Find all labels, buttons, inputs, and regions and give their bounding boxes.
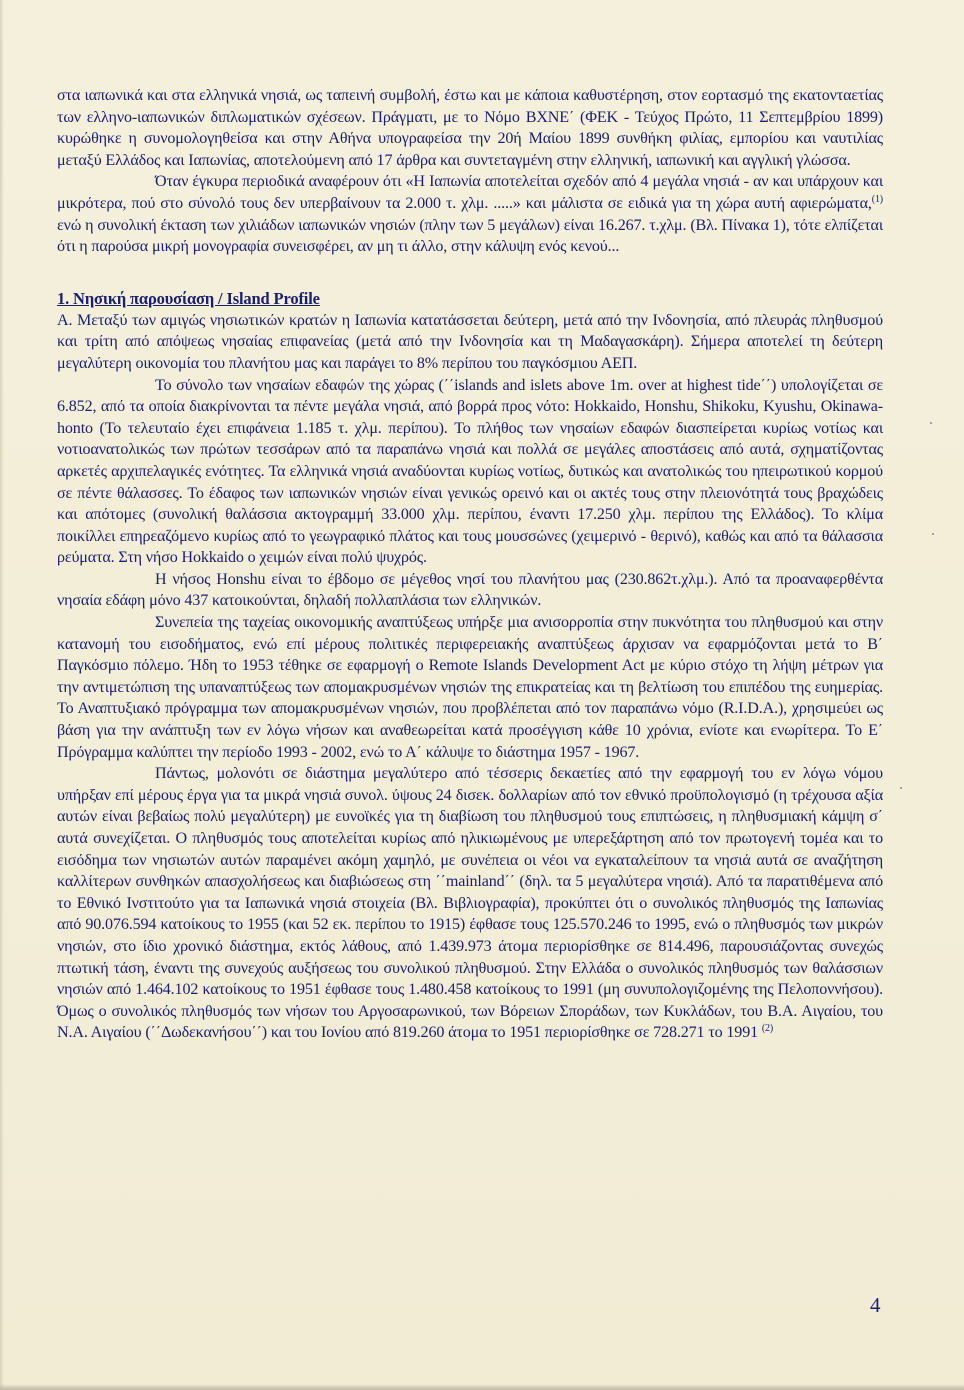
paragraph-island-ranking: Α. Μεταξύ των αμιγώς νησιωτικών κρατών η Ιαπωνία κατατάσσεται δεύτερη, μετά από την Ινδονησία, από πλευράς πληθυσμού και τρίτη από απόψεως νησαίας επιφανείας (μετά από την Ινδονησία και τη Μαδαγασκάρη). Σήμερα αποτελεί τη δεύτερη μεγαλύτερη οικονομία του πλανήτου μας και παράγει το 8% περίπου του παγκόσμιου ΑΕΠ.: [57, 311, 883, 372]
document-body: [57, 85, 883, 1044]
paragraph-development-act: Συνεπεία της ταχείας οικονομικής αναπτύξεως υπήρξε μια ανισορροπία στην πυκνότητα του πληθυσμού και στην κατανομή του εισοδήματος, ενώ επί μέρους πολιτικές περιφερειακής αναπτύξεως άρχισαν να εφαρμόζονται μετά το Β΄ Παγκόσμιο πόλεμο. Ήδη το 1953 τέθηκε σε εφαρμογή ο Remote Islands Development Act με κύριο στόχο τη λήψη μέτρων για την αντιμετώπιση της υπαναπτύξεως των απομακρυσμένων νησιών της επικρατείας και τη βελτίωση του επιπέδου της ευημερίας. Το Αναπτυξιακό πρόγραμμα των απομακρυσμένων νησιών, που προβλέπεται από τον παραπάνω νόμο (R.I.D.A.), χρησιμεύει ως βάση για την ανάπτυξη των εν λόγω νήσων και αναθεωρείται κατά προσέγγιση κάθε 10 χρόνια, ενίοτε και ενωρίτερα. Το Ε΄ Πρόγραμμα καλύπτει την περίοδο 1993 - 2002, ενώ το Α΄ κάλυψε το διάστημα 1957 - 1967.: [57, 614, 883, 761]
scan-speck: [900, 787, 902, 789]
page-number: 4: [870, 1293, 881, 1317]
paragraph-honshu: Η νήσος Honshu είναι το έβδομο σε μέγεθος νησί του πλανήτου μας (230.862τ.χλμ.). Από τα προαναφερθέντα νησαία εδάφη μόνο 437 κατοικούνται, δηλαδή πολλαπλάσια των ελληνικών.: [57, 570, 883, 610]
page-bottom-shadow: [0, 1384, 964, 1390]
page-edge-shadow: [0, 0, 4, 1390]
intro-paragraph: στα ιαπωνικά και στα ελληνικά νησιά, ως ταπεινή συμβολή, έστω και με κάποια καθυστέρηση, στον εορτασμό της εκατονταετίας των ελληνο-ιαπωνικών διπλωματικών σχέσεων. Πράγματι, με το Νόμο ΒΧΝΕ΄ (ΦΕΚ - Τεύχος Πρώτο, 11 Σεπτεμβρίου 1899) κυρώθηκε η συνομολογηθείσα και στην Αθήνα υπογραφείσα την 20ή Μαίου 1899 συνθήκη φιλίας, εμπορίου και ναυτιλίας μεταξύ Ελλάδος και Ιαπωνίας, αποτελούμενη από 17 άρθρα και συντεταγμένη στην ελληνική, ιαπωνική και αγγλική γλώσσα.: [57, 87, 883, 169]
paragraph-journals: [57, 171, 883, 257]
paragraph-journals-text-2: ενώ η συνολική έκταση των χιλιάδων ιαπωνικών νησιών (πλην των 5 μεγάλων) είναι 16.267. τ.χλμ. (Βλ. Πίνακα 1), τότε ελπίζεται ότι η παρούσα μικρή μονογραφία συνεισφέρει, αν μη τι άλλο, στην κάλυψη ενός κενού...: [57, 216, 883, 256]
scan-speck: [930, 422, 932, 424]
paragraph-population: [57, 763, 883, 1044]
footnote-marker-2: (2): [761, 1023, 774, 1035]
scan-speck: [932, 533, 934, 535]
paragraph-island-territories: Το σύνολο των νησαίων εδαφών της χώρας (΄΄islands and islets above 1m. over at highest tide΄΄) υπολογίζεται σε 6.852, από τα οποία διακρίνονται τα πέντε μεγάλα νησιά, από βορρά προς νότο: Hokkaido, Honshu, Shikoku, Kyushu, Okinawa-honto (Το τελευταίο έχει επιφάνεια 1.185 τ. χλμ. περίπου). Το πλήθος των νησαίων εδαφών διασπείρεται κυρίως νοτίως και νοτιοανατολικώς των πρώτων τεσσάρων από τα παραπάνω νησιά και πολλά σε μεγάλες αποστάσεις από αυτά, σχηματίζοντας αρκετές αρχιπελαγικές ενότητες. Τα ελληνικά νησιά αναδύονται κυρίως νοτίως, δυτικώς και ανατολικώς του ηπειρωτικού κορμού σε πέντε θάλασσες. Το έδαφος των ιαπωνικών νησιών είναι γενικώς ορεινό και οι ακτές τους στην πλειονότητά τους βραχώδεις και απότομες (συνολική θαλάσσια ακτογραμμή 33.000 χλμ. περίπου, έναντι 17.250 χλμ. περίπου της Ελλάδος). Το κλίμα ποικίλλει επηρεαζόμενο κυρίως από το γεωγραφικό πλάτος και τους μουσσώνες (χειμερινό - θερινό), καθώς και από τα θάλασσια ρεύματα. Στη νήσο Hokkaido ο χειμών είναι πολύ ψυχρός.: [57, 376, 883, 567]
section-spacer: [57, 258, 883, 288]
paragraph-population-text: Πάντως, μολονότι σε διάστημα μεγαλύτερο από τέσσερις δεκαετίες από την εφαρμογή του εν λόγω νόμου υπήρξαν επί μέρους έργα για τα μικρά νησιά συνολ. ύψους 24 δισεκ. δολλαρίων από τον εθνικό προϋπολογισμό (η τρέχουσα αξία αυτών είναι βεβαίως πολύ μεγαλύτερη) με ευνοϊκές για τη διαβίωση του πληθυσμού τους επιπτώσεις, η πληθυσμιακή κάμψη σ΄ αυτά συνεχίζεται. Ο πληθυσμός τους αποτελείται κυρίως από ηλικιωμένους με υπερεξάρτηση από τον πρωτογενή τομέα και το εισόδημα των νησιωτών αυτών παραμένει ακόμη χαμηλό, με συνέπεια οι νέοι να εγκαταλείπουν τα νησιά αυτά σε αναζήτηση καλλίτερων συνθηκών απασχολήσεως και διαβιώσεως στη ΄΄mainland΄΄ (δηλ. τα 5 μεγαλύτερα νησιά). Από τα παρατιθέμενα από το Εθνικό Ινστιτούτο για τα Ιαπωνικά νησιά στοιχεία (Βλ. Βιβλιογραφία), προκύπτει ότι ο συνολικός πληθυσμός της Ιαπωνίας από 90.076.594 κατοίκους το 1955 (και 52 εκ. περίπου το 1915) έφθασε τους 125.570.246 το 1995, ενώ ο πληθυσμός των μικρών νησιών, στο ίδιο χρονικό διάστημα, εκτός λάθους, από 1.439.973 άτομα περιορίσθηκε σε 814.496, παρουσιάζοντας συνεχώς πτωτική τάση, έναντι της συνεχούς αυξήσεως του συνολικού πληθυσμού. Στην Ελλάδα ο συνολικός πληθυσμός των θαλάσσιων νησιών από 1.464.102 κατοίκους το 1951 έφθασε τους 1.480.458 κατοίκους το 1991 (μη συνυπολογιζομένης της Πελοποννήσου). Όμως ο συνολικός πληθυσμός των νήσων του Αργοσαρωνικού, των Βόρειων Σποράδων, των Κυκλάδων, του Β.Α. Αιγαίου, του Ν.Α. Αιγαίου (΄΄Δωδεκανήσου΄΄) και του Ιονίου από 819.260 άτομα το 1951 περιορίσθηκε σε 728.271 το 1991: [57, 765, 883, 1042]
footnote-marker-1: (1): [871, 193, 883, 205]
section-heading: 1. Νησική παρουσίαση / Island Profile: [57, 288, 320, 308]
paragraph-journals-text-1: Όταν έγκυρα περιοδικά αναφέρουν ότι «Η Ιαπωνία αποτελείται σχεδόν από 4 μεγάλα νησιά - αν και υπάρχουν και μικρότερα, πού στο σύνολό τους δεν υπερβαίνουν τα 2.000 τ. χλμ. .....» και μάλιστα σε ειδικά για τη χώρα αυτή αφιερώματα,: [57, 173, 883, 212]
